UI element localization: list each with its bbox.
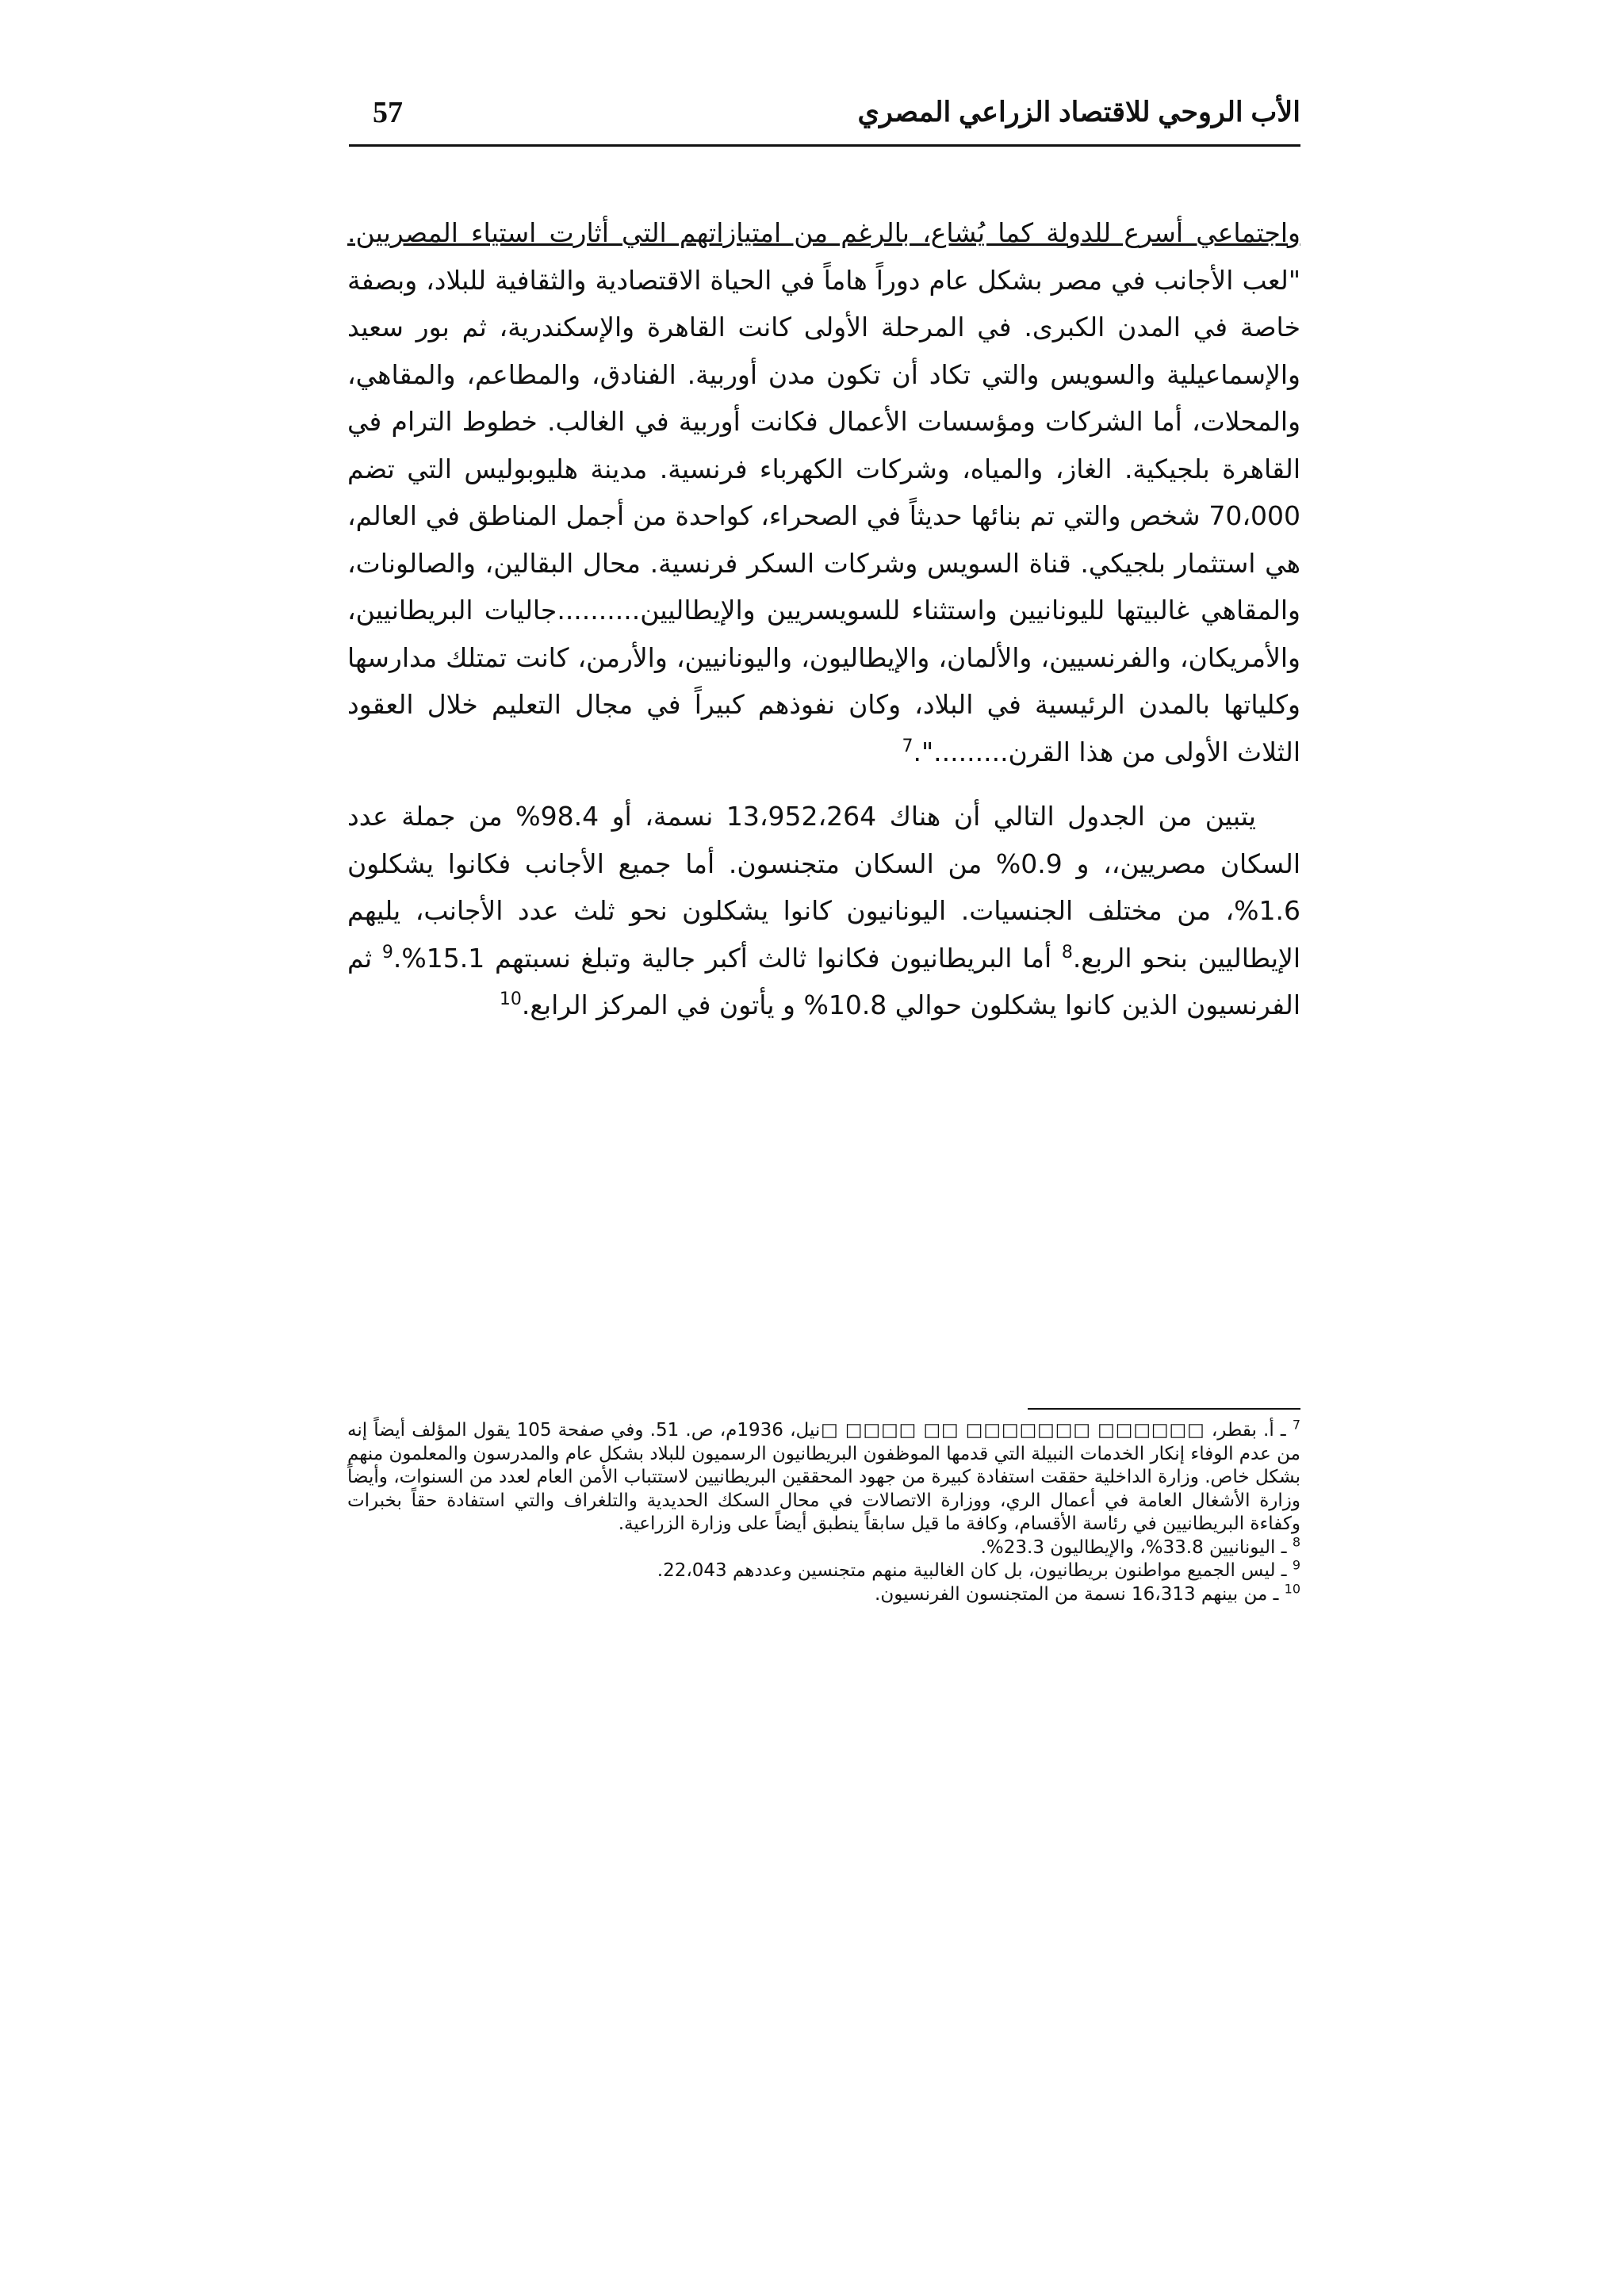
paragraph-2-part-c: ثم الفرنسيون الذين كانوا يشكلون حوالي 10.8% و يأتون في المركز الرابع. [347, 942, 1300, 1020]
footnote-7 [347, 1419, 1300, 1536]
footnote-text: ـ ليس الجميع مواطنون بريطانيون، بل كان الغالبية منهم متجنسين وعددهم 22،043. [657, 1560, 1293, 1581]
footnote-number: 8 [1292, 1533, 1300, 1549]
footnote-text: ـ أ. بقطر، □□□□□□ □□□□□□□ □□ □□□□ □نيل، 1936م، ص. 51. وفي صفحة 105 يقول المؤلف أيضاً إنه من عدم الوفاء إنكار الخدمات النبيلة التي قدمها الموظفون البريطانيون الرسميون للبلاد بشكل عام والمدرسون والمعلمون منهم بشكل خاص. وزارة الداخلية حققت استفادة كبيرة من جهود المحققين البريطانيين لاستتباب الأمن العام لعدد من السنوات، وأيضاً وزارة الأشغال العامة في أعمال الري، ووزارة الاتصالات في محال السكك الحديدية والتلغراف والتي استفادة حقاً بخبرات وكفاءة البريطانيين في رئاسة الأقسام، وكافة ما قيل سابقاً ينطبق أيضاً على وزارة الزراعية. [347, 1420, 1300, 1534]
footnote-8 [347, 1533, 1300, 1560]
quoted-text: "لعب الأجانب في مصر بشكل عام دوراً هاماً في الحياة الاقتصادية والثقافية للبلاد، وبصفة خاصة في المدن الكبرى. في المرحلة الأولى كانت القاهرة والإسكندرية، ثم بور سعيد والإسماعيلية والسويس والتي تكاد أن تكون مدن أوربية. الفنادق، والمطاعم، والمقاهي، والمحلات، أما الشركات ومؤسسات الأعمال فكانت أوربية في الغالب. خطوط الترام في القاهرة بلجيكية. الغاز، والمياه، وشركات الكهرباء فرنسية. مدينة هليوبوليس التي تضم 70،000 شخص والتي تم بنائها حديثاً في الصحراء، كواحدة من أجمل المناطق في العالم، هي استثمار بلجيكي. قناة السويس وشركات السكر فرنسية. محال البقالين، والصالونات، والمقاهي غالبيتها لليونانيين واستثناء للسويسريين والإيطاليين..........جاليات البريطانيين، والأمريكان، والفرنسيين، والألمان، والإيطاليون، واليونانيين، والأرمن، كانت تمتلك مدارسها وكلياتها بالمدن الرئيسية في البلاد، وكان نفوذهم كبيراً في مجال التعليم خلال العقود الثلاث الأولى من هذا القرن.........". [347, 264, 1300, 767]
footnotes [347, 1419, 1300, 1606]
footnote-number: 9 [1292, 1557, 1300, 1573]
paragraph-2-part-a: يتبين من الجدول التالي أن هناك 13،952،264 نسمة، أو 98.4% من جملة عدد السكان مصريين،، و 0.9% من السكان متجنسون. أما جميع الأجانب فكانوا يشكلون 1.6%، من مختلف الجنسيات. اليونانيون كانوا يشكلون نحو ثلث عدد الأجانب، يليهم الإيطاليين بنحو الربع. [347, 801, 1300, 974]
paragraph-1 [347, 209, 1300, 775]
footnote-ref-7: 7 [902, 736, 914, 756]
header-title: الأب الروحي للاقتصاد الزراعي المصري [857, 97, 1300, 128]
footnote-ref-9: 9 [381, 942, 393, 962]
main-text [347, 209, 1300, 1029]
running-header [349, 89, 1300, 147]
footnote-ref-10: 10 [499, 989, 522, 1009]
footnote-9 [347, 1559, 1300, 1583]
paragraph-2-part-b: أما البريطانيون فكانوا ثالث أكبر جالية وتبلغ نسبتهم 15.1%. [393, 942, 1062, 974]
footnote-separator [1028, 1408, 1300, 1410]
paragraph-2 [347, 793, 1300, 1029]
page-number: 57 [373, 96, 403, 129]
footnote-text: ـ اليونانيين 33.8%، والإيطاليون 23.3%. [980, 1536, 1293, 1558]
footnote-number: 10 [1284, 1580, 1300, 1596]
underlined-sentence: واجتماعي أسرع للدولة كما يُشاع، بالرغم من امتيازاتهم التي أثارت استياء المصريين. [347, 217, 1300, 248]
footnote-10 [347, 1580, 1300, 1607]
footnote-text: ـ من بينهم 16،313 نسمة من المتجنسون الفرنسيون. [875, 1583, 1285, 1605]
footnote-number: 7 [1292, 1417, 1301, 1433]
footnote-ref-8: 8 [1061, 942, 1073, 962]
